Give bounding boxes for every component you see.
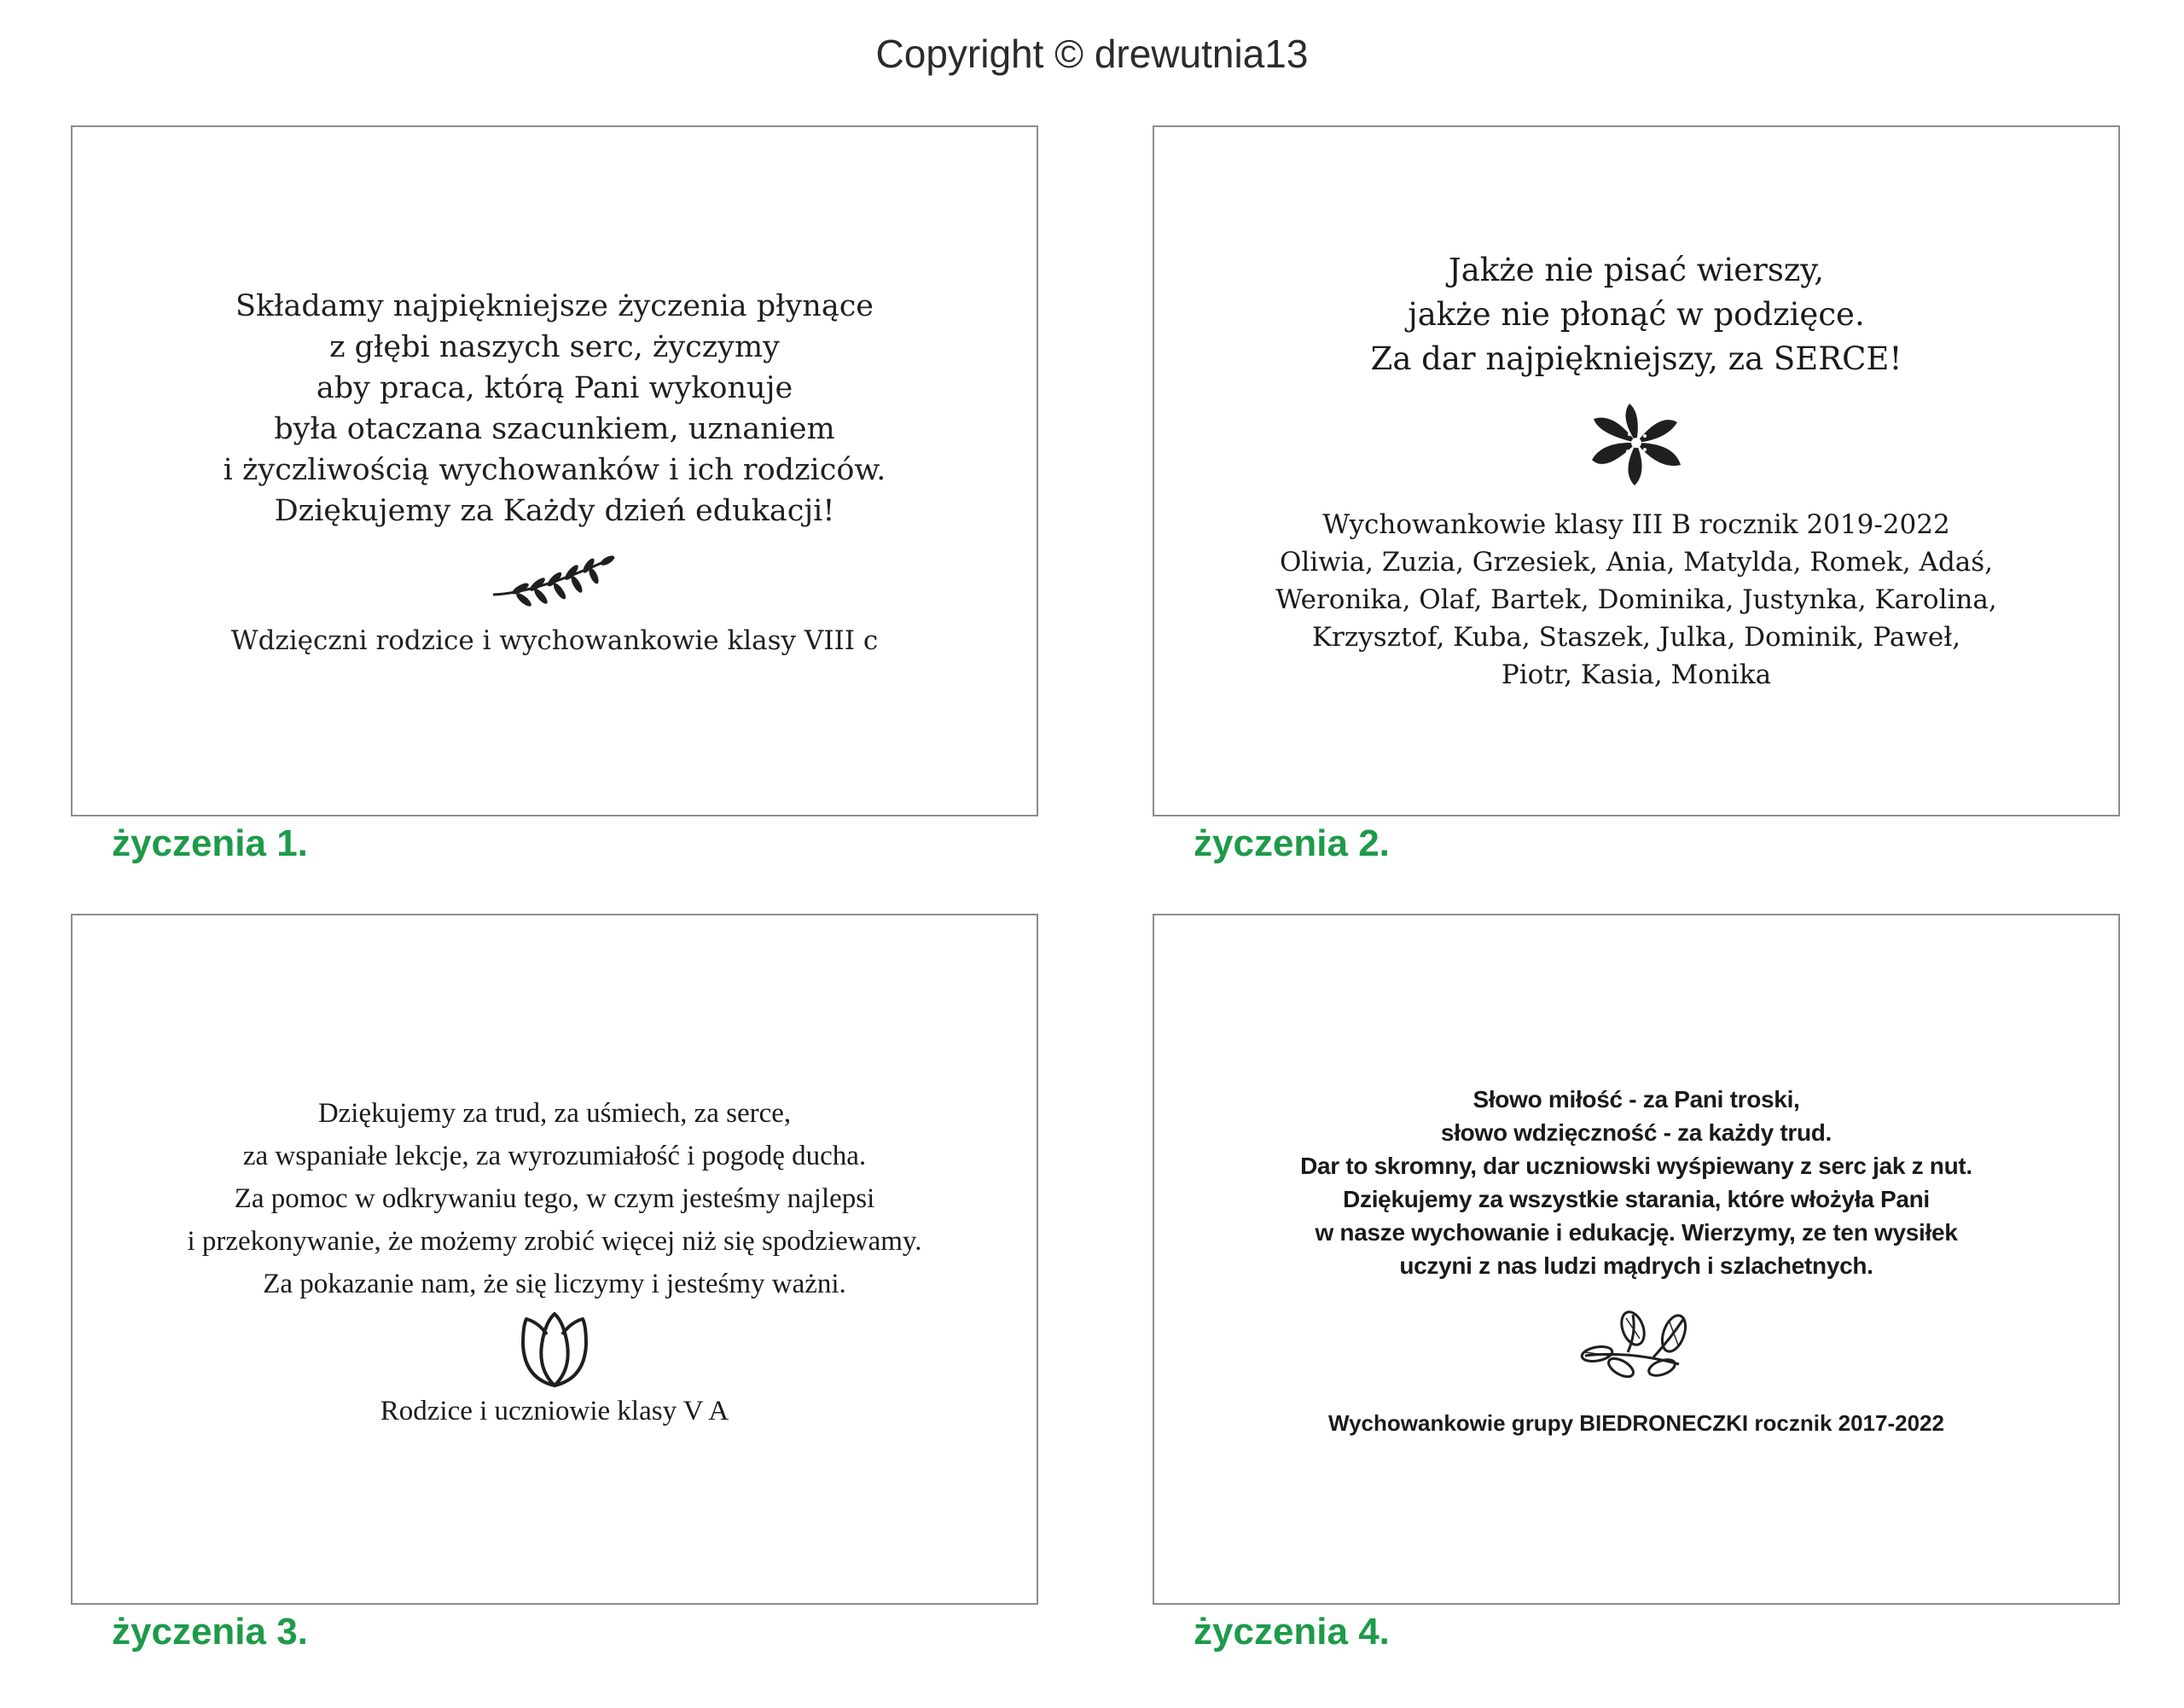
text-line: Wychowankowie klasy III B rocznik 2019-2022 [1322, 509, 1950, 540]
text-line: Jakże nie pisać wierszy, [1448, 252, 1825, 288]
text-line: Dziękujemy za trud, za uśmiech, za serce, [317, 1097, 792, 1129]
leaves-sprig-icon [1577, 1308, 1696, 1380]
text-line: była otaczana szacunkiem, uznaniem [274, 412, 835, 446]
signature: Rodzice i uczniowie klasy V A [380, 1395, 729, 1426]
text-line: Krzysztof, Kuba, Staszek, Julka, Dominik, Paweł, [1311, 622, 1961, 653]
text-line: Za dar najpiękniejszy, za SERCE! [1370, 340, 1902, 377]
text-line: Weronika, Olaf, Bartek, Dominika, Justynka, Karolina, [1275, 584, 1997, 615]
text-line: słowo wdzięczność - za każdy trud. [1440, 1118, 1833, 1146]
text-line: jakże nie płonąć w podzięce. [1408, 296, 1865, 333]
text-line: Składamy najpiękniejsze życzenia płynące [235, 289, 874, 323]
card-text [1300, 1083, 1972, 1282]
caption-4: życzenia 4. [1194, 1611, 1390, 1653]
text-line: za wspaniałe lekcje, za wyrozumiałość i pogodę ducha. [242, 1140, 867, 1171]
text-line: Słowo miłość - za Pani troski, [1472, 1085, 1800, 1113]
greeting-card-4 [1153, 914, 2120, 1605]
text-line: Dar to skromny, dar uczniowski wyśpiewany z serc jak z nut. [1300, 1152, 1972, 1179]
text-line: aby praca, którą Pani wykonuje [316, 371, 793, 405]
text-line: Piotr, Kasia, Monika [1501, 659, 1772, 690]
copyright-text: Copyright © drewutnia13 [875, 32, 1309, 76]
greeting-card-2 [1153, 125, 2120, 816]
text-line: Dziękujemy za wszystkie starania, które włożyła Pani [1343, 1185, 1930, 1212]
text-line: i przekonywanie, że możemy zrobić więcej niż się spodziewamy. [187, 1225, 922, 1257]
card-text [1371, 248, 1902, 381]
leaf-branch-icon [486, 550, 623, 612]
text-line: Dziękujemy za Każdy dzień edukacji! [274, 494, 835, 528]
tulip-icon [516, 1310, 593, 1389]
signature-names [1275, 506, 1996, 694]
text-line: uczyni z nas ludzi mądrych i szlachetnych. [1399, 1252, 1873, 1279]
signature: Wychowankowie grupy BIEDRONECZKI rocznik 2017-2022 [1328, 1409, 1944, 1436]
text-line: w nasze wychowanie i edukację. Wierzymy, ze ten wysiłek [1315, 1218, 1958, 1246]
text-line: Za pomoc w odkrywaniu tego, w czym jesteśmy najlepsi [234, 1182, 875, 1214]
card-text [224, 286, 886, 532]
greeting-card-1 [71, 125, 1038, 816]
caption-2: życzenia 2. [1194, 822, 1390, 864]
card-text [187, 1092, 921, 1305]
signature: Wdzięczni rodzice i wychowankowie klasy VIII c [230, 625, 879, 656]
text-line: z głębi naszych serc, życzymy [329, 330, 780, 364]
caption-1: życzenia 1. [112, 822, 308, 864]
text-line: i życzliwością wychowanków i ich rodziców. [223, 453, 886, 487]
text-line: Za pokazanie nam, że się liczymy i jesteśmy ważni. [263, 1268, 846, 1299]
text-line: Oliwia, Zuzia, Grzesiek, Ania, Matylda, Romek, Adaś, [1279, 547, 1994, 578]
greeting-card-3 [71, 914, 1038, 1605]
flower-icon [1585, 400, 1687, 489]
caption-3: życzenia 3. [112, 1611, 308, 1653]
